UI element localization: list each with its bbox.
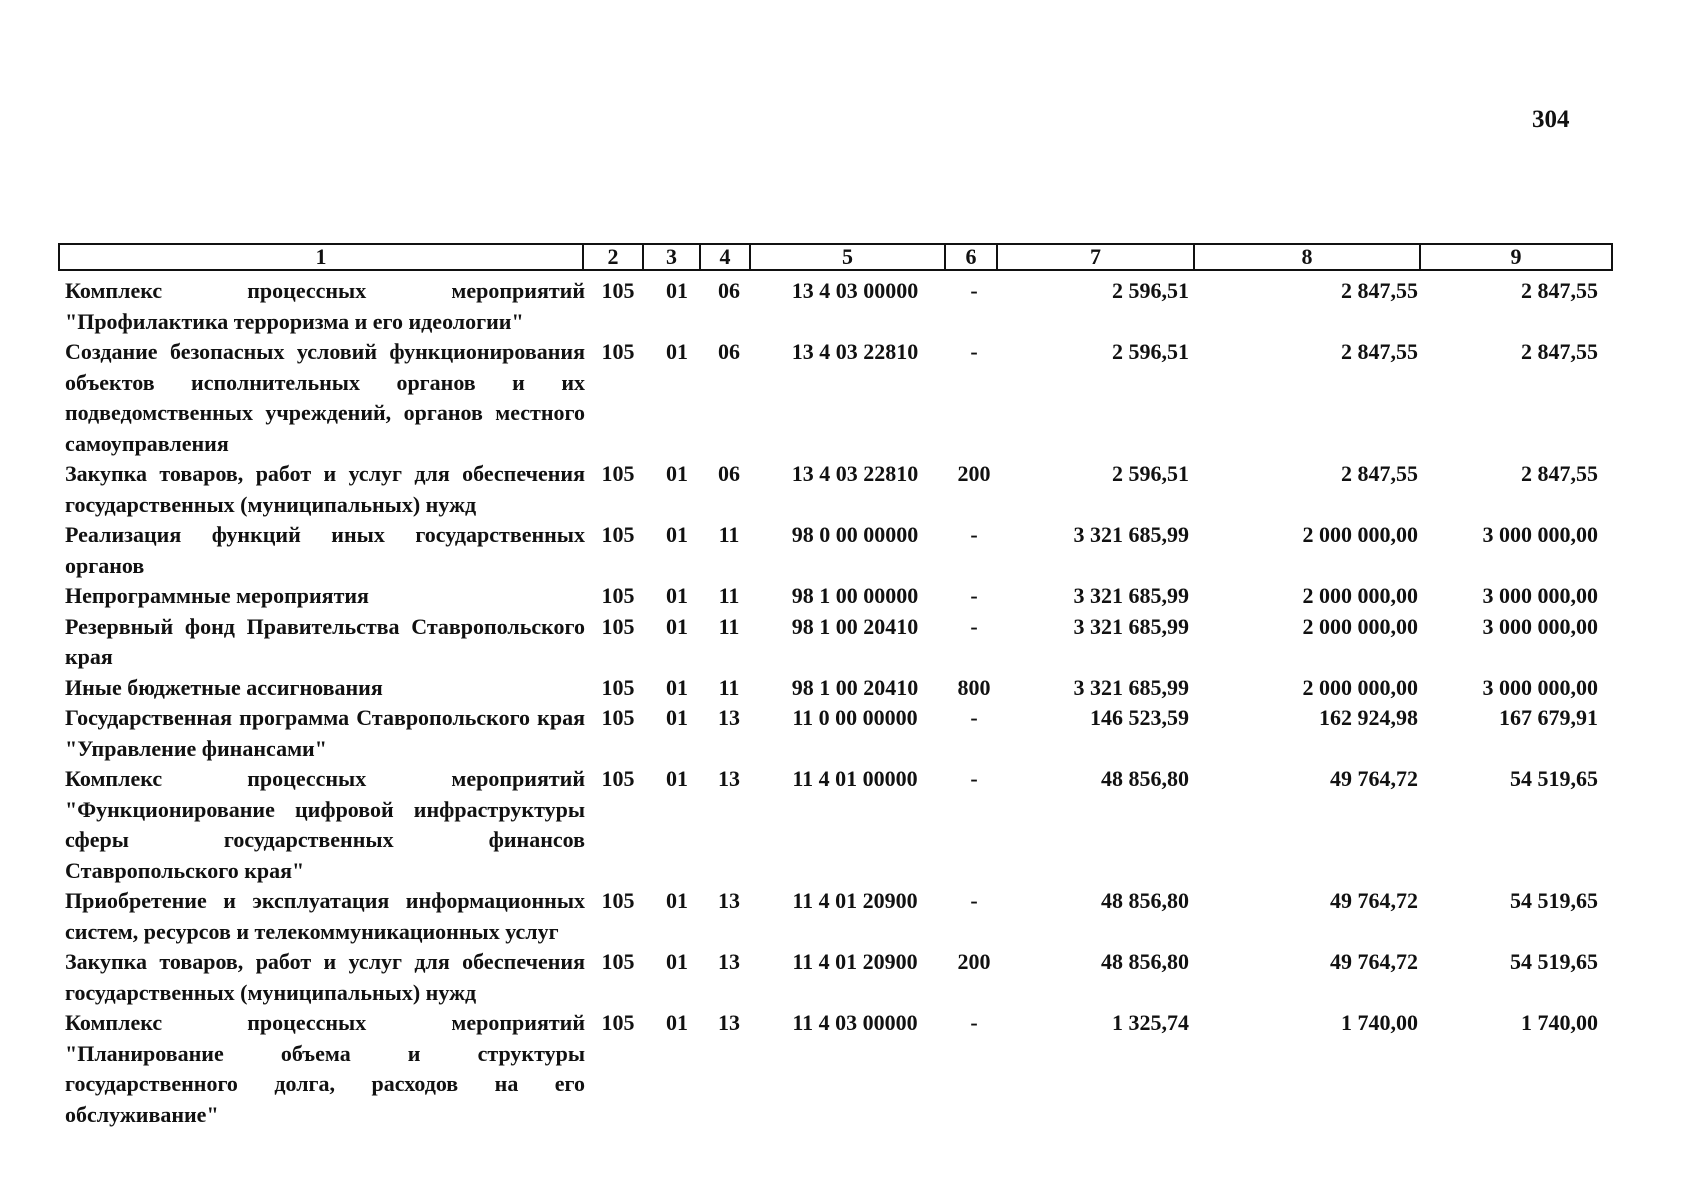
row-col-5: 13 4 03 22810: [791, 461, 919, 486]
row-col-8: 49 764,72: [1330, 949, 1418, 974]
row-col-7: 48 856,80: [1101, 888, 1189, 913]
row-col-2: 105: [601, 583, 635, 608]
row-col-7: 2 596,51: [1112, 278, 1189, 303]
header-col-7: 7: [998, 245, 1195, 269]
row-col-6: 200: [957, 461, 991, 486]
table-row: [0, 276, 1696, 337]
row-col-8: 49 764,72: [1330, 888, 1418, 913]
row-col-9: 167 679,91: [1499, 705, 1598, 730]
row-col-4: 13: [718, 705, 740, 730]
row-col-8: 49 764,72: [1330, 766, 1418, 791]
row-col-8: 2 000 000,00: [1302, 613, 1418, 639]
header-col-6: 6: [946, 245, 998, 269]
row-col-3: 01: [666, 766, 688, 791]
row-col-7: 3 321 685,99: [1073, 674, 1189, 700]
header-col-2: 2: [584, 245, 644, 269]
row-col-9: 2 847,55: [1521, 278, 1598, 303]
row-col-4: 13: [718, 888, 740, 913]
row-col-5: 11 4 03 00000: [792, 1010, 918, 1035]
row-col-5: 11 4 01 20900: [792, 949, 918, 974]
row-col-9: 3 000 000,00: [1482, 613, 1598, 639]
row-col-4: 11: [718, 674, 740, 700]
row-col-3: 01: [666, 1010, 688, 1035]
table-row: [0, 673, 1696, 704]
row-col-8: 2 847,55: [1341, 461, 1418, 486]
table-body: [0, 276, 1696, 1130]
row-col-7: 3 321 685,99: [1073, 613, 1189, 639]
row-col-5: 11 4 01 20900: [792, 888, 918, 913]
row-col-3: 01: [666, 705, 688, 730]
row-col-2: 105: [601, 339, 635, 364]
header-col-9: 9: [1510, 244, 1522, 269]
row-col-4: 06: [718, 278, 740, 303]
row-col-6: 800: [957, 674, 991, 700]
row-col-2: 105: [601, 522, 635, 547]
row-name: Закупка товаров, работ и услуг для обеспечения государственных (муниципальных) нужд: [65, 949, 585, 1005]
row-name: Резервный фонд Правительства Ставропольского края: [65, 613, 585, 669]
row-col-3: 01: [666, 674, 688, 700]
row-col-8: 2 847,55: [1341, 339, 1418, 364]
row-col-7: 48 856,80: [1101, 766, 1189, 791]
row-col-7: 1 325,74: [1112, 1010, 1189, 1035]
row-col-3: 01: [666, 583, 688, 608]
row-col-2: 105: [601, 766, 635, 791]
row-col-3: 01: [666, 339, 688, 364]
row-name: Комплекс процессных мероприятий "Профилактика терроризма и его идеологии": [65, 278, 585, 334]
row-name: Иные бюджетные ассигнования: [65, 674, 383, 700]
row-col-4: 13: [718, 949, 740, 974]
row-col-2: 105: [601, 674, 635, 700]
row-col-6: -: [970, 1010, 978, 1035]
table-row: [0, 1008, 1696, 1130]
row-col-3: 01: [666, 949, 688, 974]
row-col-6: -: [970, 278, 978, 303]
row-col-8: 162 924,98: [1319, 705, 1418, 730]
row-col-7: 3 321 685,99: [1073, 522, 1189, 547]
page-number: 304: [1532, 106, 1570, 133]
row-name: Комплекс процессных мероприятий "Планирование объема и структуры государственного долга, расходов на его обслуживание": [65, 1010, 585, 1127]
row-col-5: 13 4 03 00000: [791, 278, 919, 303]
row-col-5: 11 0 00 00000: [792, 705, 918, 730]
row-name: Государственная программа Ставропольского края "Управление финансами": [65, 705, 585, 761]
table-row: [0, 947, 1696, 1008]
row-col-6: -: [970, 522, 978, 547]
header-col-1: 1: [60, 245, 584, 269]
row-col-8: 1 740,00: [1341, 1010, 1418, 1035]
row-col-7: 146 523,59: [1090, 705, 1189, 730]
row-col-2: 105: [601, 613, 635, 639]
row-col-6: -: [970, 339, 978, 364]
table-row: [0, 581, 1696, 612]
row-name: Реализация функций иных государственных органов: [65, 522, 585, 578]
table-row: [0, 612, 1696, 673]
row-col-3: 01: [666, 613, 688, 639]
row-col-9: 1 740,00: [1521, 1010, 1598, 1035]
table-row: [0, 520, 1696, 581]
row-name: Комплекс процессных мероприятий "Функционирование цифровой инфраструктуры сферы государственных финансов Ставропольского края": [65, 766, 585, 883]
row-col-5: 13 4 03 22810: [791, 339, 919, 364]
row-col-4: 11: [718, 613, 740, 639]
row-col-8: 2 000 000,00: [1302, 583, 1418, 608]
row-name: Приобретение и эксплуатация информационных систем, ресурсов и телекоммуникационных услуг: [65, 888, 585, 944]
header-col-8: 8: [1195, 245, 1421, 269]
row-col-5: 11 4 01 00000: [792, 766, 918, 791]
row-name: Непрограммные мероприятия: [65, 583, 369, 608]
row-col-4: 13: [718, 766, 740, 791]
row-col-2: 105: [601, 888, 635, 913]
row-col-4: 06: [718, 461, 740, 486]
row-col-2: 105: [601, 705, 635, 730]
row-col-8: 2 000 000,00: [1302, 522, 1418, 547]
row-col-9: 3 000 000,00: [1482, 522, 1598, 547]
row-col-2: 105: [601, 461, 635, 486]
row-col-9: 3 000 000,00: [1482, 583, 1598, 608]
row-col-2: 105: [601, 278, 635, 303]
table-row: [0, 459, 1696, 520]
row-col-4: 11: [718, 522, 740, 547]
row-name: Закупка товаров, работ и услуг для обеспечения государственных (муниципальных) нужд: [65, 461, 585, 517]
row-col-7: 3 321 685,99: [1073, 583, 1189, 608]
header-col-3: 3: [644, 245, 701, 269]
header-col-5: 5: [751, 245, 946, 269]
row-col-9: 54 519,65: [1510, 766, 1598, 791]
row-col-9: 2 847,55: [1521, 461, 1598, 486]
table-row: [0, 703, 1696, 764]
row-col-6: -: [970, 705, 978, 730]
row-col-9: 54 519,65: [1510, 949, 1598, 974]
row-col-6: -: [970, 613, 978, 639]
row-col-3: 01: [666, 888, 688, 913]
row-col-5: 98 1 00 00000: [791, 583, 919, 608]
row-name: Создание безопасных условий функционирования объектов исполнительных органов и их подведомственных учреждений, органов местного самоуправления: [65, 339, 585, 456]
row-col-7: 2 596,51: [1112, 461, 1189, 486]
header-col-4: 4: [701, 245, 751, 269]
row-col-9: 3 000 000,00: [1482, 674, 1598, 700]
row-col-6: -: [970, 888, 978, 913]
row-col-4: 11: [718, 583, 740, 608]
row-col-6: 200: [957, 949, 991, 974]
row-col-4: 06: [718, 339, 740, 364]
table-row: [0, 337, 1696, 459]
row-col-6: -: [970, 766, 978, 791]
row-col-7: 48 856,80: [1101, 949, 1189, 974]
table-header: [58, 243, 1613, 271]
row-col-5: 98 1 00 20410: [791, 674, 919, 700]
row-col-2: 105: [601, 1010, 635, 1035]
row-col-9: 54 519,65: [1510, 888, 1598, 913]
row-col-3: 01: [666, 461, 688, 486]
row-col-3: 01: [666, 522, 688, 547]
row-col-9: 2 847,55: [1521, 339, 1598, 364]
row-col-8: 2 000 000,00: [1302, 674, 1418, 700]
row-col-3: 01: [666, 278, 688, 303]
row-col-4: 13: [718, 1010, 740, 1035]
table-row: [0, 886, 1696, 947]
row-col-5: 98 0 00 00000: [791, 522, 919, 547]
row-col-2: 105: [601, 949, 635, 974]
table-row: [0, 764, 1696, 886]
row-col-5: 98 1 00 20410: [791, 613, 919, 639]
row-col-7: 2 596,51: [1112, 339, 1189, 364]
row-col-6: -: [970, 583, 978, 608]
row-col-8: 2 847,55: [1341, 278, 1418, 303]
